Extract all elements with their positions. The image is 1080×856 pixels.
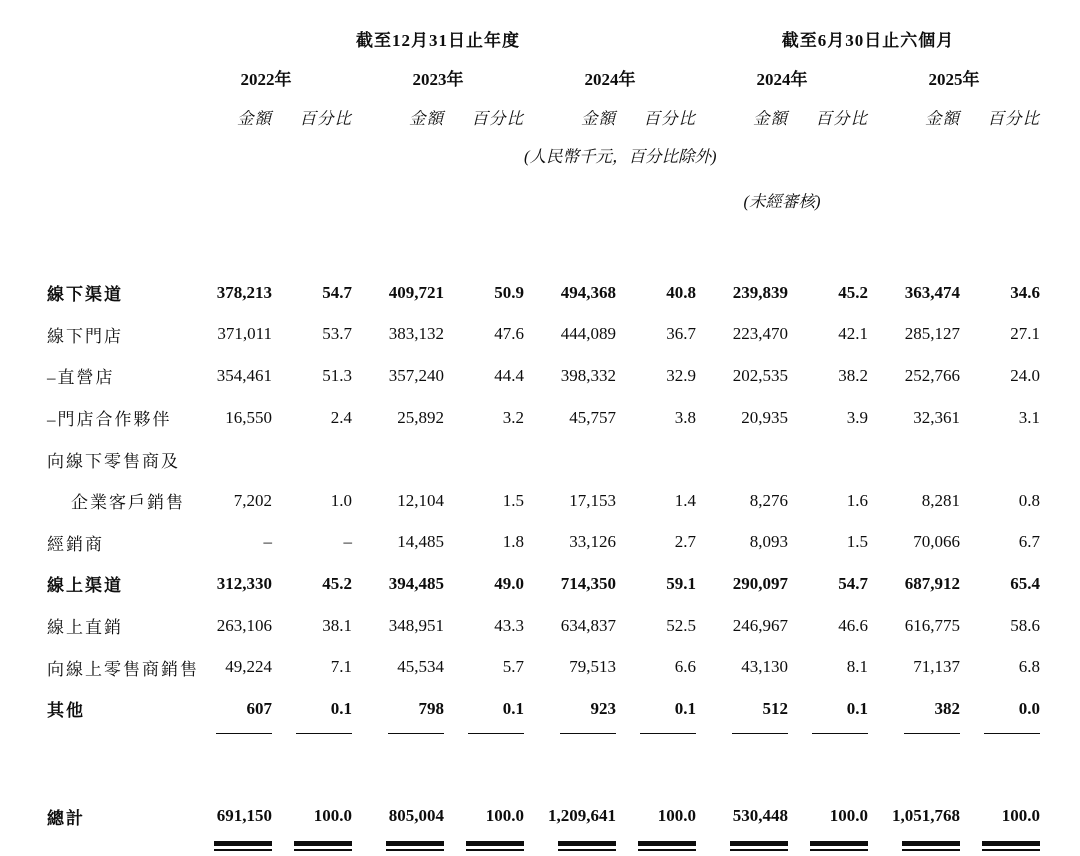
percent-header: 百分比 bbox=[471, 109, 524, 128]
percent-cell: 6.6 bbox=[674, 657, 697, 677]
row-label: 線下門店 bbox=[47, 326, 123, 346]
amount-cell: 285,127 bbox=[904, 324, 961, 344]
table-row bbox=[47, 646, 1040, 688]
amount-cell: 32,361 bbox=[913, 407, 961, 427]
amount-cell: 263,106 bbox=[216, 615, 272, 635]
column-rule-cell bbox=[788, 837, 868, 856]
single-underline bbox=[812, 733, 868, 734]
percent-cell: 7.1 bbox=[330, 657, 352, 677]
amount-cell bbox=[180, 438, 272, 480]
percent-cell: 0.1 bbox=[330, 698, 352, 718]
amount-cell: 223,470 bbox=[732, 324, 789, 344]
percent-cell: – bbox=[343, 532, 352, 552]
percent-cell: 38.1 bbox=[322, 615, 352, 635]
percent-cell bbox=[960, 438, 1040, 480]
single-underline bbox=[984, 733, 1040, 734]
single-underline bbox=[388, 733, 444, 734]
amount-cell: 687,912 bbox=[904, 573, 961, 593]
percent-cell: 52.5 bbox=[666, 615, 697, 635]
amount-cell: 357,240 bbox=[388, 365, 444, 385]
year-header-row bbox=[47, 56, 1040, 98]
amount-cell: 382 bbox=[934, 698, 961, 718]
percent-cell: 32.9 bbox=[666, 365, 697, 385]
single-rule-row bbox=[47, 730, 1040, 750]
amount-cell: 923 bbox=[590, 698, 616, 718]
percent-header: 百分比 bbox=[815, 109, 869, 128]
column-rule-cell bbox=[616, 730, 696, 750]
percent-cell: 5.7 bbox=[502, 657, 524, 677]
units-note-row bbox=[47, 136, 1040, 174]
amount-cell: 20,935 bbox=[741, 407, 789, 427]
percent-cell: 54.7 bbox=[322, 282, 352, 302]
row-label: 總計 bbox=[47, 808, 85, 828]
percent-cell: 34.6 bbox=[1010, 282, 1041, 302]
amount-cell: 8,281 bbox=[921, 490, 961, 510]
percent-cell: 2.7 bbox=[674, 532, 697, 552]
double-underline bbox=[902, 841, 960, 851]
percent-header: 百分比 bbox=[987, 109, 1041, 128]
percent-cell: 59.1 bbox=[666, 573, 697, 593]
table-row bbox=[47, 688, 1040, 730]
amount-header: 金額 bbox=[581, 109, 616, 128]
single-underline bbox=[732, 733, 788, 734]
percent-cell: 1.4 bbox=[674, 490, 697, 510]
row-label: –門店合作夥伴 bbox=[47, 410, 172, 430]
column-rule-cell bbox=[272, 730, 352, 750]
percent-cell bbox=[788, 438, 868, 480]
percent-cell: 0.8 bbox=[1018, 490, 1041, 510]
amount-cell bbox=[352, 438, 444, 480]
double-underline bbox=[982, 841, 1040, 851]
column-rule-cell bbox=[352, 730, 444, 750]
column-rule-cell bbox=[524, 730, 616, 750]
percent-cell: 100.0 bbox=[485, 806, 524, 826]
percent-cell: 42.1 bbox=[838, 324, 869, 344]
column-rule-cell bbox=[444, 837, 524, 856]
double-rule-row bbox=[47, 837, 1040, 856]
table-row bbox=[47, 438, 1040, 480]
percent-cell bbox=[444, 438, 524, 480]
single-underline bbox=[640, 733, 696, 734]
column-rule-cell bbox=[788, 730, 868, 750]
percent-cell: 44.4 bbox=[494, 365, 524, 385]
amount-cell: 49,224 bbox=[225, 657, 272, 677]
percent-cell: 3.2 bbox=[502, 407, 524, 427]
double-underline bbox=[214, 841, 272, 851]
row-label: 向線上零售商銷售 bbox=[47, 659, 199, 679]
year-2025-interim: 2025年 bbox=[928, 69, 980, 89]
amount-cell: 312,330 bbox=[216, 573, 272, 593]
table-row bbox=[47, 397, 1040, 439]
spacer-row bbox=[47, 750, 1040, 796]
percent-cell: 50.9 bbox=[494, 282, 524, 302]
amount-cell: 43,130 bbox=[741, 657, 789, 677]
amount-cell bbox=[696, 438, 788, 480]
percent-cell: 0.0 bbox=[1018, 698, 1041, 718]
percent-cell: 0.1 bbox=[502, 698, 524, 718]
percent-cell: 100.0 bbox=[1001, 806, 1041, 826]
amount-cell: 383,132 bbox=[388, 324, 444, 344]
single-underline bbox=[904, 733, 960, 734]
percent-cell bbox=[616, 438, 696, 480]
double-underline bbox=[638, 841, 696, 851]
percent-cell: 6.7 bbox=[1018, 532, 1041, 552]
percent-cell: 2.4 bbox=[330, 407, 352, 427]
percent-header: 百分比 bbox=[643, 109, 697, 128]
year-2023: 2023年 bbox=[412, 69, 464, 89]
table-row bbox=[47, 522, 1040, 564]
table-row bbox=[47, 314, 1040, 356]
percent-cell: 45.2 bbox=[838, 282, 869, 302]
percent-cell: 54.7 bbox=[838, 573, 869, 593]
amount-cell: 371,011 bbox=[217, 324, 272, 344]
column-rule-cell bbox=[272, 837, 352, 856]
amount-cell: 714,350 bbox=[560, 573, 616, 593]
amount-cell: 45,757 bbox=[569, 407, 616, 427]
percent-cell: 1.6 bbox=[846, 490, 869, 510]
percent-cell: 0.1 bbox=[674, 698, 697, 718]
row-label: 向線下零售商及 bbox=[47, 451, 180, 471]
amount-cell: 14,485 bbox=[397, 532, 444, 552]
amount-cell: 7,202 bbox=[233, 490, 272, 510]
percent-cell: 36.7 bbox=[666, 324, 697, 344]
percent-cell: 1.0 bbox=[330, 490, 352, 510]
unaudited-note: (未經審核) bbox=[743, 192, 821, 211]
percent-cell: 100.0 bbox=[657, 806, 697, 826]
amount-cell: 348,951 bbox=[388, 615, 444, 635]
corner-cell bbox=[47, 20, 180, 56]
unaudited-note-row bbox=[47, 174, 1040, 226]
row-label: 經銷商 bbox=[47, 534, 104, 554]
table-row bbox=[47, 272, 1040, 314]
amount-cell: 12,104 bbox=[397, 490, 444, 510]
amount-cell: 79,513 bbox=[569, 657, 616, 677]
row-label: 其他 bbox=[47, 701, 85, 721]
amount-cell: 25,892 bbox=[397, 407, 444, 427]
amount-cell: 45,534 bbox=[397, 657, 444, 677]
percent-cell bbox=[272, 438, 352, 480]
amount-cell: 8,276 bbox=[749, 490, 789, 510]
amount-cell: 1,209,641 bbox=[548, 806, 616, 826]
amount-header: 金額 bbox=[753, 109, 789, 128]
amount-cell: 246,967 bbox=[732, 615, 789, 635]
table-row bbox=[47, 480, 1040, 522]
amount-cell: 530,448 bbox=[732, 806, 789, 826]
single-underline bbox=[468, 733, 524, 734]
percent-cell: 38.2 bbox=[838, 365, 869, 385]
column-rule-cell bbox=[696, 730, 788, 750]
percent-cell: 51.3 bbox=[322, 365, 352, 385]
amount-cell: 239,839 bbox=[732, 282, 789, 302]
percent-cell: 1.5 bbox=[846, 532, 869, 552]
amount-cell: 290,097 bbox=[732, 573, 789, 593]
table-row bbox=[47, 796, 1040, 838]
amount-cell: 363,474 bbox=[904, 282, 961, 302]
amount-cell: 8,093 bbox=[749, 532, 789, 552]
interim-period-title: 截至6月30日止六個月 bbox=[781, 30, 955, 50]
amount-header: 金額 bbox=[409, 109, 444, 128]
amount-cell: 252,766 bbox=[904, 365, 961, 385]
units-note: (人民幣千元，百分比除外) bbox=[524, 147, 717, 166]
percent-cell: 8.1 bbox=[846, 657, 869, 677]
percent-cell: 24.0 bbox=[1010, 365, 1041, 385]
table-row bbox=[47, 605, 1040, 647]
header-gap bbox=[47, 226, 1040, 272]
column-header-row bbox=[47, 98, 1040, 136]
percent-cell: 0.1 bbox=[846, 698, 869, 718]
amount-cell bbox=[524, 438, 616, 480]
single-underline bbox=[216, 733, 272, 734]
row-label: 企業客戶銷售 bbox=[71, 493, 185, 513]
percent-cell: 100.0 bbox=[313, 806, 352, 826]
amount-cell: 607 bbox=[246, 698, 272, 718]
amount-cell: 1,051,768 bbox=[892, 806, 961, 826]
year-2024-interim: 2024年 bbox=[756, 69, 808, 89]
double-underline bbox=[386, 841, 444, 851]
amount-cell: 409,721 bbox=[388, 282, 444, 302]
column-rule-cell bbox=[524, 837, 616, 856]
amount-cell: 494,368 bbox=[560, 282, 616, 302]
row-label: 線下渠道 bbox=[47, 285, 123, 305]
amount-cell: 378,213 bbox=[216, 282, 272, 302]
amount-cell: 616,775 bbox=[904, 615, 961, 635]
amount-cell: 202,535 bbox=[732, 365, 789, 385]
percent-cell: 49.0 bbox=[494, 573, 524, 593]
table-body bbox=[47, 272, 1040, 856]
column-rule-cell bbox=[352, 837, 444, 856]
column-rule-cell bbox=[960, 837, 1040, 856]
column-rule-cell bbox=[960, 730, 1040, 750]
column-rule-cell bbox=[868, 730, 960, 750]
percent-cell: 27.1 bbox=[1010, 324, 1041, 344]
amount-cell: 16,550 bbox=[225, 407, 272, 427]
amount-cell: 354,461 bbox=[216, 365, 272, 385]
double-underline bbox=[294, 841, 352, 851]
amount-cell: 798 bbox=[418, 698, 444, 718]
percent-cell: 3.8 bbox=[674, 407, 697, 427]
percent-cell: 40.8 bbox=[666, 282, 697, 302]
amount-cell: 394,485 bbox=[388, 573, 444, 593]
amount-cell bbox=[868, 438, 960, 480]
column-rule-cell bbox=[180, 837, 272, 856]
double-underline bbox=[558, 841, 616, 851]
row-label: 線上渠道 bbox=[47, 576, 123, 596]
single-underline bbox=[296, 733, 352, 734]
amount-cell: 70,066 bbox=[913, 532, 961, 552]
percent-cell: 43.3 bbox=[494, 615, 524, 635]
percent-cell: 47.6 bbox=[494, 324, 524, 344]
percent-cell: 65.4 bbox=[1010, 573, 1041, 593]
percent-cell: 100.0 bbox=[829, 806, 869, 826]
percent-cell: 3.9 bbox=[846, 407, 869, 427]
column-rule-cell bbox=[616, 837, 696, 856]
period-header-row bbox=[47, 20, 1040, 56]
amount-cell: 805,004 bbox=[388, 806, 444, 826]
column-rule-cell bbox=[696, 837, 788, 856]
percent-cell: 1.8 bbox=[502, 532, 524, 552]
table-row bbox=[47, 355, 1040, 397]
amount-cell: 71,137 bbox=[913, 657, 961, 677]
annual-period-title: 截至12月31日止年度 bbox=[356, 30, 521, 50]
year-2022: 2022年 bbox=[240, 69, 292, 89]
column-rule-cell bbox=[868, 837, 960, 856]
amount-cell: 512 bbox=[762, 698, 789, 718]
year-2024: 2024年 bbox=[584, 69, 636, 89]
amount-cell: 444,089 bbox=[560, 324, 616, 344]
double-underline bbox=[730, 841, 788, 851]
row-label: 線上直銷 bbox=[47, 618, 123, 638]
row-label: –直營店 bbox=[47, 368, 115, 388]
percent-cell: 45.2 bbox=[322, 573, 352, 593]
table-row bbox=[47, 563, 1040, 605]
percent-header: 百分比 bbox=[299, 109, 352, 128]
amount-cell: 634,837 bbox=[560, 615, 616, 635]
amount-header: 金額 bbox=[925, 109, 961, 128]
single-underline bbox=[560, 733, 616, 734]
percent-cell: 1.5 bbox=[502, 490, 524, 510]
column-rule-cell bbox=[444, 730, 524, 750]
amount-cell: 691,150 bbox=[216, 806, 272, 826]
percent-cell: 53.7 bbox=[322, 324, 352, 344]
percent-cell: 3.1 bbox=[1018, 407, 1041, 427]
percent-cell: 6.8 bbox=[1018, 657, 1041, 677]
amount-cell: – bbox=[263, 532, 272, 552]
amount-header: 金額 bbox=[237, 109, 272, 128]
double-underline bbox=[810, 841, 868, 851]
double-underline bbox=[466, 841, 524, 851]
column-rule-cell bbox=[180, 730, 272, 750]
amount-cell: 398,332 bbox=[560, 365, 616, 385]
amount-cell: 17,153 bbox=[569, 490, 616, 510]
amount-cell: 33,126 bbox=[569, 532, 616, 552]
percent-cell: 58.6 bbox=[1010, 615, 1041, 635]
percent-cell: 46.6 bbox=[838, 615, 869, 635]
revenue-by-channel-table bbox=[47, 20, 1040, 856]
